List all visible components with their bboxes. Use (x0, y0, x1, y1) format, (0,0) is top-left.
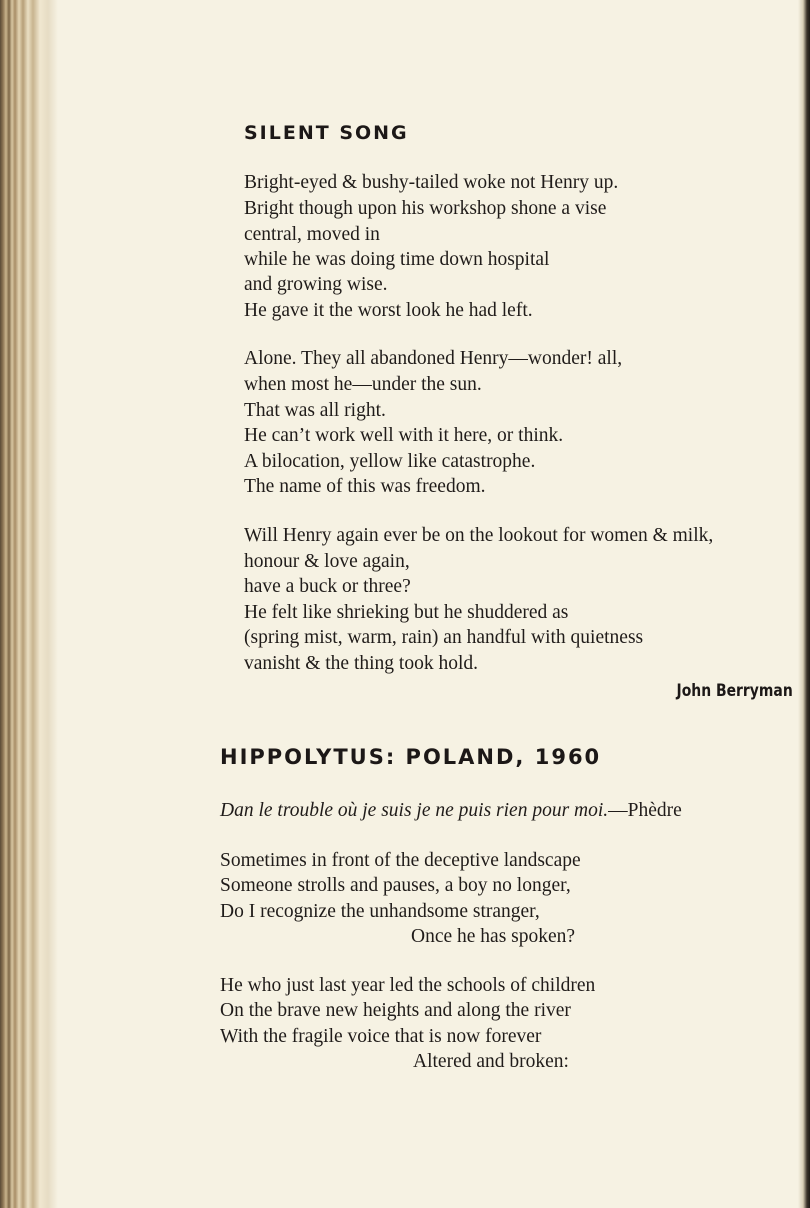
poem-line: The name of this was freedom. (244, 476, 486, 497)
poem-epigraph (220, 798, 682, 824)
poem-line: Once he has spoken? (411, 926, 576, 947)
poem-line: Bright-eyed & bushy-tailed woke not Henry up. (244, 172, 619, 193)
poem-line: have a buck or three? (244, 576, 411, 597)
poem-line: With the fragile voice that is now forever (220, 1026, 542, 1047)
poem-line: Altered and broken: (413, 1051, 569, 1072)
poem-line: Do I recognize the unhandsome stranger, (220, 901, 540, 922)
poem-line: Bright though upon his workshop shone a vise (244, 198, 607, 219)
poem-line: (spring mist, warm, rain) an handful with quietness (244, 627, 644, 648)
poem-line: honour & love again, (244, 551, 410, 572)
epigraph-source: —Phèdre (608, 800, 682, 821)
poem-line: vanisht & the thing took hold. (244, 653, 478, 674)
poem-line: when most he—under the sun. (244, 374, 482, 395)
poem-line: A bilocation, yellow like catastrophe. (244, 451, 536, 472)
poem-line: Someone strolls and pauses, a boy no longer, (220, 875, 571, 896)
poem-line: He gave it the worst look he had left. (244, 300, 533, 321)
poem-line: He can’t work well with it here, or think. (244, 425, 564, 446)
poem-line: central, moved in (244, 224, 380, 245)
poem-title: SILENT SONG (244, 122, 409, 144)
poem-line: That was all right. (244, 400, 386, 421)
page-edge-shadow (798, 0, 810, 1208)
poem-line: while he was doing time down hospital (244, 249, 550, 270)
book-binding-edge (0, 0, 58, 1208)
poem-line: and growing wise. (244, 274, 388, 295)
poem-line: Will Henry again ever be on the lookout for women & milk, (244, 525, 714, 546)
poem-line: He who just last year led the schools of children (220, 975, 596, 996)
poem-title: HIPPOLYTUS: POLAND, 1960 (220, 745, 602, 769)
poem-line: Alone. They all abandoned Henry—wonder! all, (244, 348, 623, 369)
poem-line: On the brave new heights and along the river (220, 1000, 571, 1021)
poem-author: John Berryman (676, 681, 793, 701)
poem-line: Sometimes in front of the deceptive landscape (220, 850, 581, 871)
epigraph-quote: Dan le trouble où je suis je ne puis rien pour moi. (220, 800, 609, 821)
poem-line: He felt like shrieking but he shuddered as (244, 602, 569, 623)
